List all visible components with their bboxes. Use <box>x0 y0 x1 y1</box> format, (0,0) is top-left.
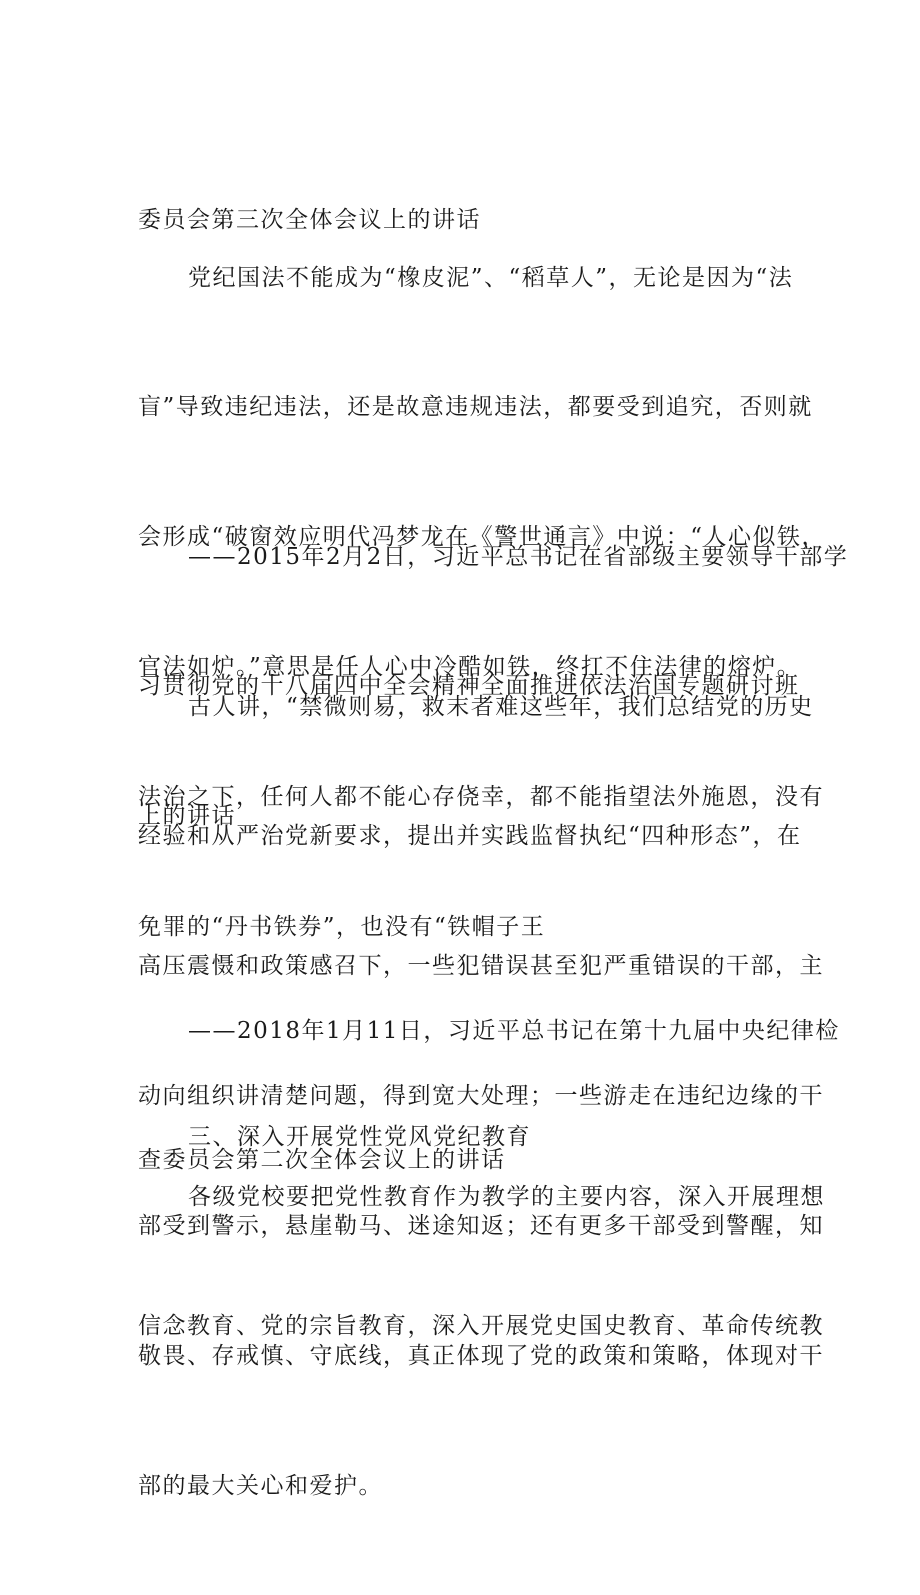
text-line: ——2018年1月11日，习近平总书记在第十九届中央纪律检 <box>188 1017 840 1044</box>
text-line: 习贯彻党的十八届四中全会精神全面推进依法治国专题研讨班 <box>138 673 800 700</box>
text-line: 官法如炉。”意思是任人心中冷酷如铁，终扛不住法律的熔炉。 <box>138 654 802 681</box>
text-line: 免罪的“丹书铁券”，也没有“铁帽子王 <box>138 914 546 941</box>
text-line: 古人讲，“禁微则易，救末者难这些年，我们总结党的历史 <box>188 693 814 720</box>
paragraph-party-school-education <box>138 1089 825 1435</box>
text-line: 盲”导致违纪违法，还是故意违规违法，都要受到追究，否则就 <box>138 394 813 421</box>
text-line: 党纪国法不能成为“橡皮泥”、“稻草人”，无论是因为“法 <box>188 264 794 291</box>
text-line: 查委员会第二次全体会议上的讲话 <box>138 1147 506 1174</box>
text-line: 法治之下，任何人都不能心存侥幸，都不能指望法外施恩，没有 <box>138 784 824 811</box>
text-line: 上的讲话 <box>138 803 236 830</box>
text-line: 敬畏、存戒慎、守底线，真正体现了党的政策和策略，体现对干 <box>138 1343 824 1370</box>
text-line: 部受到警示，悬崖勒马、迷途知返；还有更多干部受到警醒，知 <box>138 1213 824 1240</box>
text-line: 经验和从严治党新要求，提出并实践监督执纪“四种形态”，在 <box>138 823 802 850</box>
text-line: 各级党校要把党性教育作为教学的主要内容，深入开展理想 <box>188 1183 825 1210</box>
text-line: 信念教育、党的宗旨教育，深入开展党史国史教育、革命传统教 <box>138 1313 824 1340</box>
text-line: ——2015年2月2日，习近平总书记在省部级主要领导干部学 <box>188 543 849 570</box>
text-line: 高压震慑和政策感召下，一些犯错误甚至犯严重错误的干部，主 <box>138 953 824 980</box>
text-line: 部的最大关心和爱护。 <box>138 1472 383 1499</box>
text-line: 委员会第三次全体会议上的讲话 <box>138 206 481 233</box>
text-line: 会形成“破窗效应明代冯梦龙在《警世通言》中说：“人心似铁， <box>138 524 827 551</box>
text-line: 动向组织讲清楚问题，得到宽大处理；一些游走在违纪边缘的干 <box>138 1083 824 1110</box>
text-line: 三、深入开展党性党风党纪教育 <box>188 1123 531 1150</box>
